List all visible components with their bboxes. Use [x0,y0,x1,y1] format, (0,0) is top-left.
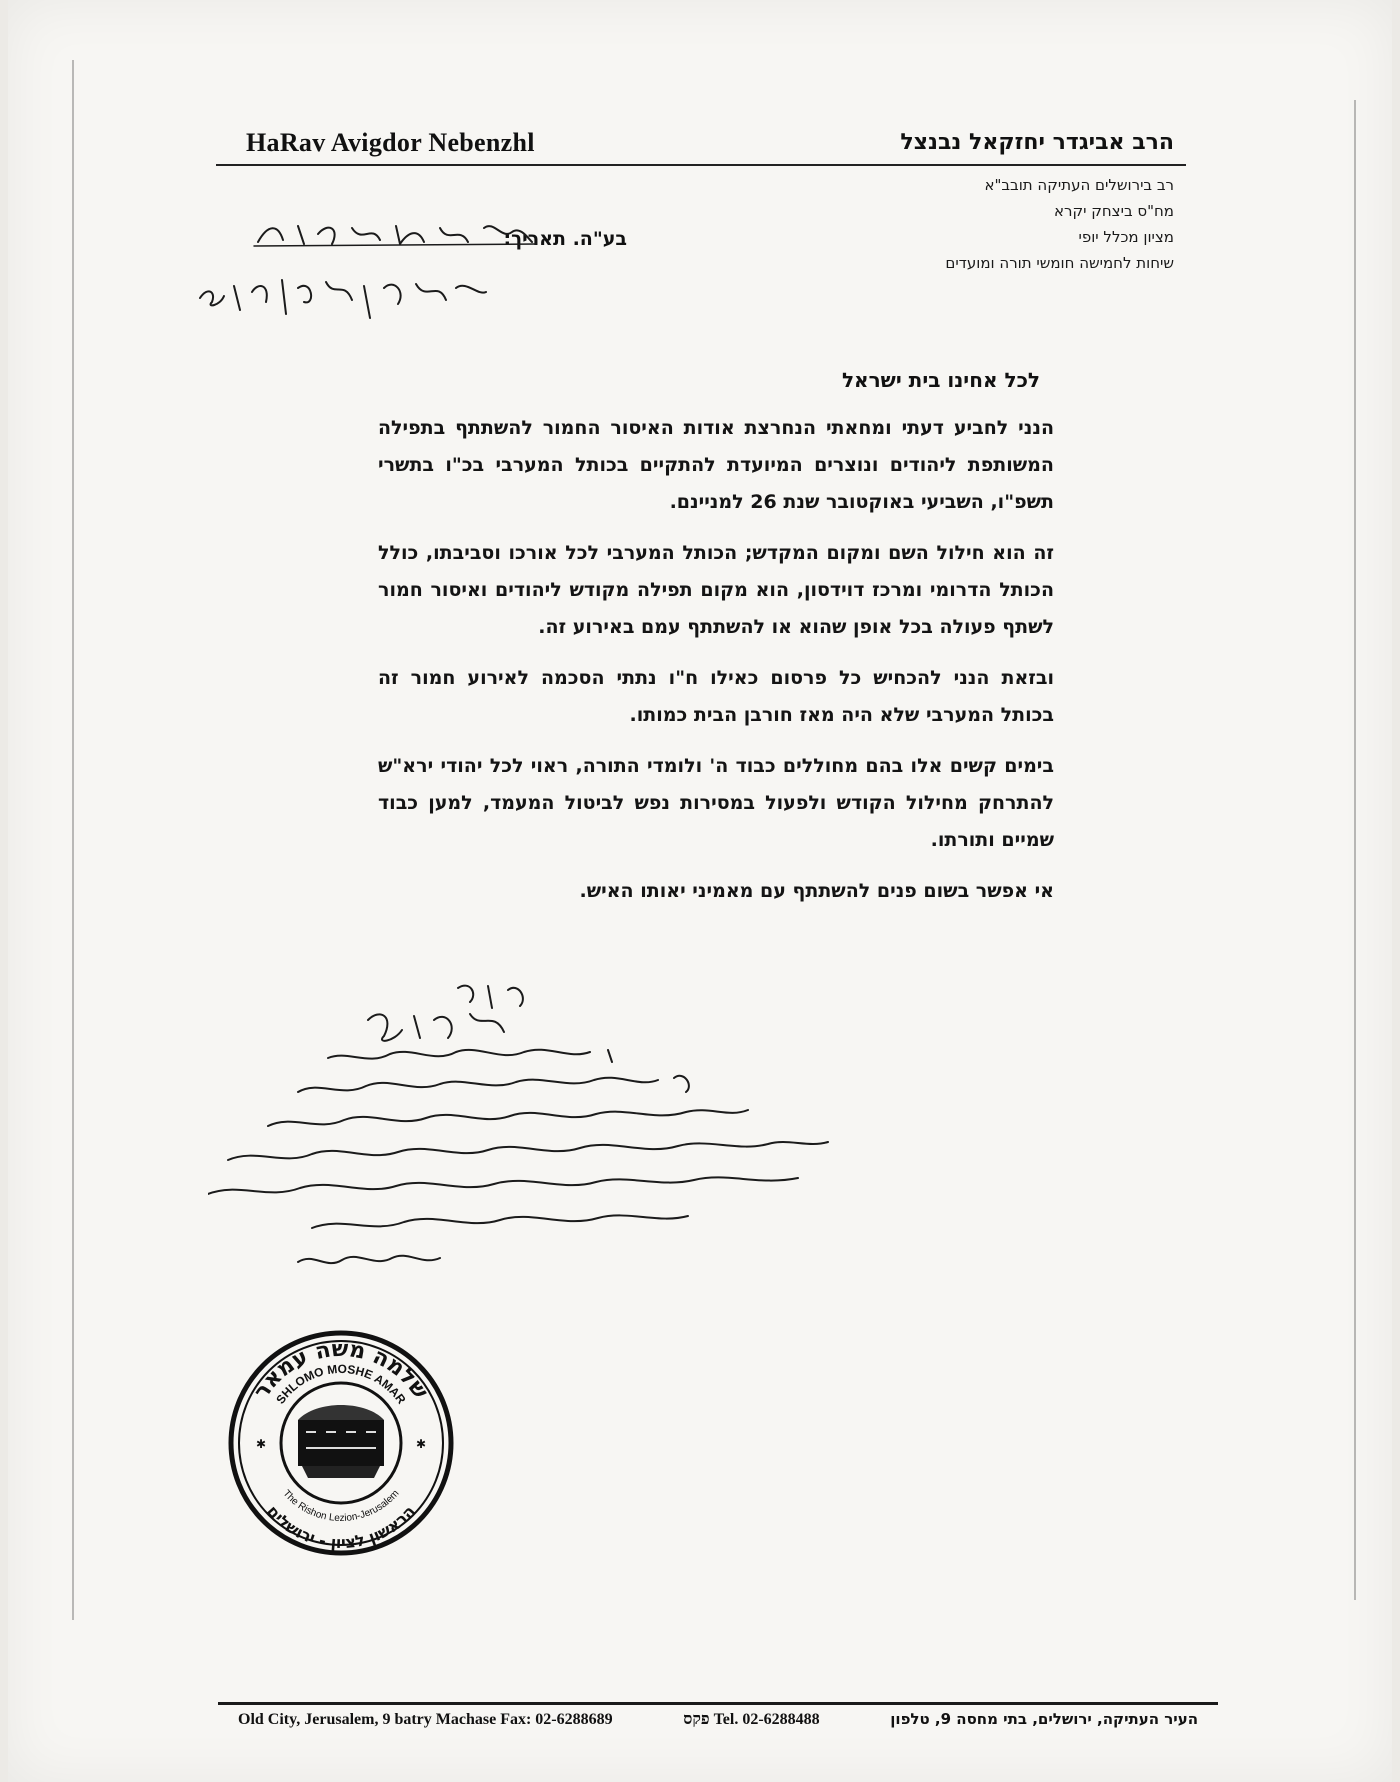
letterhead-subtitle: מציון מכלל יופי [1078,228,1174,246]
letter-paragraph: זה הוא חילול השם ומקום המקדש; הכותל המערבי לכל אורכו וסביבתו, כולל הכותל הדרומי ומרכז דוידסון, הוא מקום תפילה מקודש ליהודים ואיסור חמור לשתף פעולה בכל אופן שהוא או להשתתף עמם באירוע זה. [378,542,1054,638]
seal-star-icon: ✱ [256,1437,267,1451]
letterhead-subtitle: רב בירושלים העתיקה תובב"א [984,176,1174,194]
letter-paragraph: הנני לחביע דעתי ומחאתי הנחרצת אודות האיסור החמור להשתתף בתפילה המשותפת ליהודים ונוצרים המיועדת להתקיים בכותל המערבי בכ"ו בתשרי תשפ"ו, השביעי באוקטובר שנת 26 למניינם. [378,417,1054,513]
date-label: בע"ה. תאריך: [503,228,627,250]
letter-paragraph: בימים קשים אלו בהם מחוללים כבוד ה' ולומדי התורה, ראוי לכל יהודי ירא"ש להתרחק מחילול הקודש ולפעול במסירות נפש לביטול המעמד, למען כבוד שמיים ותורתו. [378,755,1054,851]
letterhead-name-en: HaRav Avigdor Nebenzhl [246,128,535,157]
seal-name-en: SHLOMO MOSHE AMAR [273,1361,409,1407]
handwritten-note [194,262,494,322]
letter-body [378,410,1054,924]
footer-address-he: העיר העתיקה, ירושלים, בתי מחסה 9, טלפון [890,1710,1198,1728]
scan-edge-right [1354,100,1356,1600]
letter-page [8,0,1392,1782]
seal-star-icon: ✱ [416,1437,427,1451]
letter-paragraph: אי אפשר בשום פנים להשתתף עם מאמיני יאותו האיש. [579,880,1054,902]
footer-divider [218,1702,1218,1705]
letterhead-subtitle: מח"ס ביצחק יקרא [1053,202,1174,220]
letterhead-subtitles [945,172,1174,276]
footer [238,1710,1198,1729]
footer-address-en: Old City, Jerusalem, 9 batry Machase Fax: 02-6288689 [238,1711,613,1728]
seal-name-he: שלמה משה עמאר [249,1336,433,1404]
seal-emblem [298,1405,384,1478]
svg-text:The Rishon Lezion-Jerusalem [281,1488,402,1524]
handwritten-date [248,214,538,254]
letter-greeting: לכל אחינו בית ישראל [841,368,1040,392]
letterhead-divider [216,164,1186,166]
scan-edge-left [72,60,74,1620]
seal-title-en: The Rishon Lezion-Jerusalem [280,1488,402,1525]
letterhead-name-he: הרב אביגדר יחזקאל נבנצל [900,130,1174,155]
official-seal [226,1328,456,1558]
svg-text:הראשון לציון - ירושלים [263,1502,419,1552]
letter-paragraph: ובזאת הנני להכחיש כל פרסום כאילו ח"ו נתתי הסכמה לאירוע חמור זה בכותל המערבי שלא היה מאז חורבן הבית כמותו. [378,667,1054,726]
footer-contact: פקס Tel. 02-6288488 [683,1711,820,1728]
handwritten-endorsement [208,980,848,1310]
letterhead-subtitle: שיחות לחמישה חומשי תורה ומועדים [945,254,1174,272]
seal-title-he: הראשון לציון - ירושלים [262,1501,420,1553]
